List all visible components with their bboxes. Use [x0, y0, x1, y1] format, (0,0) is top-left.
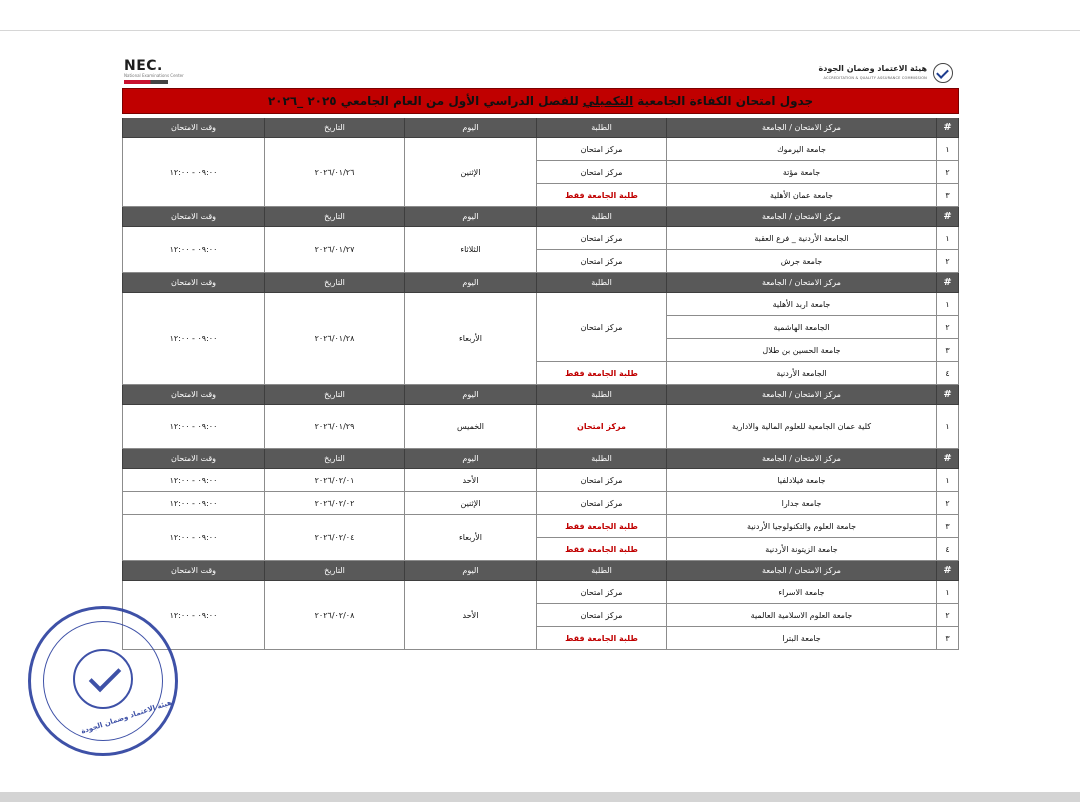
students-column: [537, 581, 667, 650]
header-time: وقت الامتحان: [122, 207, 265, 227]
header-time: وقت الامتحان: [122, 273, 265, 293]
row-number: ١: [937, 227, 959, 250]
students-column: [537, 227, 667, 273]
exam-time: ٠٩:٠٠ - ١٢:٠٠: [122, 227, 265, 273]
university-name: جامعة البترا: [667, 627, 937, 650]
header-students: الطلبة: [537, 273, 667, 293]
row-number: ١: [937, 405, 959, 449]
row-number: ٢: [937, 250, 959, 273]
university-name: الجامعة الأردنية _ فرع العقبة: [667, 227, 937, 250]
university-name: جامعة الحسين بن طلال: [667, 339, 937, 362]
exam-date: ٢٠٢٦/٠١/٢٧: [265, 227, 405, 273]
table-group: [122, 138, 959, 207]
row-number: ٤: [937, 362, 959, 385]
header-day: اليوم: [405, 118, 537, 138]
exam-time: ٠٩:٠٠ - ١٢:٠٠: [122, 293, 265, 385]
header-date: التاريخ: [265, 207, 405, 227]
university-column: [667, 515, 937, 561]
university-column: [667, 138, 937, 207]
exam-date: ٢٠٢٦/٠٢/٠٢: [265, 492, 405, 515]
stamp-check-icon: [73, 649, 133, 709]
check-emblem-icon: [933, 63, 953, 83]
num-column: [937, 405, 959, 449]
row-number: ٣: [937, 627, 959, 650]
num-column: [937, 293, 959, 385]
students-column: [537, 293, 667, 385]
aqac-logo-arabic: هيئة الاعتماد وضمان الجودة: [818, 64, 927, 73]
students-type: طلبة الجامعة فقط: [537, 362, 667, 385]
university-name: جامعة العلوم والتكنولوجيا الأردنية: [667, 515, 937, 538]
header-students: الطلبة: [537, 561, 667, 581]
exam-date: ٢٠٢٦/٠٢/٠٤: [265, 515, 405, 561]
exam-date: ٢٠٢٦/٠٢/٠٨: [265, 581, 405, 650]
header-time: وقت الامتحان: [122, 449, 265, 469]
num-column: [937, 581, 959, 650]
title-underlined: التكميلي: [582, 94, 634, 108]
university-name: جامعة العلوم الاسلامية العالمية: [667, 604, 937, 627]
header-time: وقت الامتحان: [122, 385, 265, 405]
university-name: كلية عمان الجامعية للعلوم المالية والادارية: [667, 405, 937, 449]
university-name: جامعة جدارا: [667, 492, 937, 515]
row-number: ٣: [937, 184, 959, 207]
students-type: طلبة الجامعة فقط: [537, 627, 667, 650]
header-university: مركز الامتحان / الجامعة: [667, 118, 937, 138]
exam-date: ٢٠٢٦/٠١/٢٨: [265, 293, 405, 385]
students-type: مركز امتحان: [537, 604, 667, 627]
students-type: مركز امتحان: [537, 492, 667, 515]
exam-date: ٢٠٢٦/٠٢/٠١: [265, 469, 405, 492]
exam-day: الأربعاء: [405, 293, 537, 385]
bottom-bar: [0, 792, 1080, 802]
row-number: ٢: [937, 492, 959, 515]
students-type: طلبة الجامعة فقط: [537, 515, 667, 538]
header-date: التاريخ: [265, 449, 405, 469]
num-column: [937, 138, 959, 207]
nec-logo-text: NEC.: [124, 58, 163, 74]
table-group: [122, 293, 959, 385]
title-part-1: جدول امتحان الكفاءة الجامعية: [637, 94, 814, 108]
students-type: مركز امتحان: [537, 581, 667, 604]
row-number: ٢: [937, 604, 959, 627]
university-column: [667, 227, 937, 273]
header-students: الطلبة: [537, 118, 667, 138]
schedule-table: [122, 118, 959, 650]
official-stamp: [28, 606, 178, 756]
university-column: [667, 405, 937, 449]
university-name: الجامعة الهاشمية: [667, 316, 937, 339]
students-type: مركز امتحان: [537, 138, 667, 161]
university-name: جامعة الاسراء: [667, 581, 937, 604]
table-subgroup: [122, 515, 959, 561]
header-num: #: [937, 118, 959, 138]
exam-day: الإثنين: [405, 492, 537, 515]
header-day: اليوم: [405, 449, 537, 469]
header-time: وقت الامتحان: [122, 118, 265, 138]
university-column: [667, 581, 937, 650]
header-num: #: [937, 273, 959, 293]
exam-day: الخميس: [405, 405, 537, 449]
header-university: مركز الامتحان / الجامعة: [667, 207, 937, 227]
header-date: التاريخ: [265, 561, 405, 581]
table-group: [122, 581, 959, 650]
row-number: ١: [937, 581, 959, 604]
row-number: ٢: [937, 316, 959, 339]
nec-logo-subtitle: National Examinations Center: [124, 73, 184, 78]
students-type: طلبة الجامعة فقط: [537, 184, 667, 207]
stamp-text: هيئة الاعتماد وضمان الجودة: [80, 698, 173, 736]
students-type: مركز امتحان: [537, 227, 667, 250]
top-divider: [0, 30, 1080, 31]
university-name: جامعة الزيتونة الأردنية: [667, 538, 937, 561]
header-day: اليوم: [405, 385, 537, 405]
num-column: [937, 227, 959, 273]
schedule-page: [122, 57, 959, 673]
row-number: ١: [937, 138, 959, 161]
university-name: جامعة اليرموك: [667, 138, 937, 161]
aqac-logo: [818, 63, 953, 87]
header-day: اليوم: [405, 273, 537, 293]
table-group: [122, 227, 959, 273]
university-name: الجامعة الأردنية: [667, 362, 937, 385]
table-group: [122, 469, 959, 561]
university-name: جامعة عمان الأهلية: [667, 184, 937, 207]
header-students: الطلبة: [537, 385, 667, 405]
row-number: ١: [937, 293, 959, 316]
exam-day: الأربعاء: [405, 515, 537, 561]
students-type: مركز امتحان: [537, 250, 667, 273]
table-header-row: [122, 561, 959, 581]
students-column: [537, 405, 667, 449]
row-number: ٣: [937, 339, 959, 362]
num-column: [937, 515, 959, 561]
university-name: جامعة مؤتة: [667, 161, 937, 184]
exam-date: ٢٠٢٦/٠١/٢٦: [265, 138, 405, 207]
students-type: مركز امتحان: [537, 161, 667, 184]
exam-time: ٠٩:٠٠ - ١٢:٠٠: [122, 492, 265, 515]
exam-time: ٠٩:٠٠ - ١٢:٠٠: [122, 581, 265, 650]
header-date: التاريخ: [265, 273, 405, 293]
header-day: اليوم: [405, 207, 537, 227]
exam-day: الثلاثاء: [405, 227, 537, 273]
university-name: جامعة جرش: [667, 250, 937, 273]
header-university: مركز الامتحان / الجامعة: [667, 273, 937, 293]
students-type: مركز امتحان: [537, 405, 667, 449]
table-header-row: [122, 207, 959, 227]
students-type: مركز امتحان: [537, 293, 667, 362]
university-column: [667, 293, 937, 385]
university-name: جامعة اربد الأهلية: [667, 293, 937, 316]
header-num: #: [937, 207, 959, 227]
exam-day: الأحد: [405, 581, 537, 650]
header-university: مركز الامتحان / الجامعة: [667, 449, 937, 469]
table-header-row: [122, 118, 959, 138]
page-title: [122, 88, 959, 114]
students-type: مركز امتحان: [537, 469, 667, 492]
aqac-logo-english: ACCREDITATION & QUALITY ASSURANCE COMMISSION: [823, 76, 927, 80]
header-university: مركز الامتحان / الجامعة: [667, 561, 937, 581]
students-column: [537, 515, 667, 561]
header-date: التاريخ: [265, 118, 405, 138]
table-header-row: [122, 385, 959, 405]
exam-time: ٠٩:٠٠ - ١٢:٠٠: [122, 515, 265, 561]
header-university: مركز الامتحان / الجامعة: [667, 385, 937, 405]
header-students: الطلبة: [537, 449, 667, 469]
header-date: التاريخ: [265, 385, 405, 405]
students-column: [537, 138, 667, 207]
table-row: [122, 492, 959, 515]
nec-logo-strip: [124, 80, 168, 84]
row-number: ٢: [937, 161, 959, 184]
header-day: اليوم: [405, 561, 537, 581]
row-number: ١: [937, 469, 959, 492]
students-type: طلبة الجامعة فقط: [537, 538, 667, 561]
exam-time: ٠٩:٠٠ - ١٢:٠٠: [122, 405, 265, 449]
header-time: وقت الامتحان: [122, 561, 265, 581]
exam-time: ٠٩:٠٠ - ١٢:٠٠: [122, 138, 265, 207]
table-group: [122, 405, 959, 449]
row-number: ٤: [937, 538, 959, 561]
exam-day: الأحد: [405, 469, 537, 492]
table-header-row: [122, 273, 959, 293]
header-num: #: [937, 561, 959, 581]
table-header-row: [122, 449, 959, 469]
exam-date: ٢٠٢٦/٠١/٢٩: [265, 405, 405, 449]
exam-day: الإثنين: [405, 138, 537, 207]
nec-logo: [124, 59, 244, 89]
exam-time: ٠٩:٠٠ - ١٢:٠٠: [122, 469, 265, 492]
header-num: #: [937, 449, 959, 469]
header-num: #: [937, 385, 959, 405]
university-name: جامعة فيلادلفيا: [667, 469, 937, 492]
row-number: ٣: [937, 515, 959, 538]
table-row: [122, 469, 959, 492]
title-part-2: للفصل الدراسي الأول من العام الجامعي ٢٠٢٥ _٢٠٢٦: [267, 94, 579, 108]
header-students: الطلبة: [537, 207, 667, 227]
